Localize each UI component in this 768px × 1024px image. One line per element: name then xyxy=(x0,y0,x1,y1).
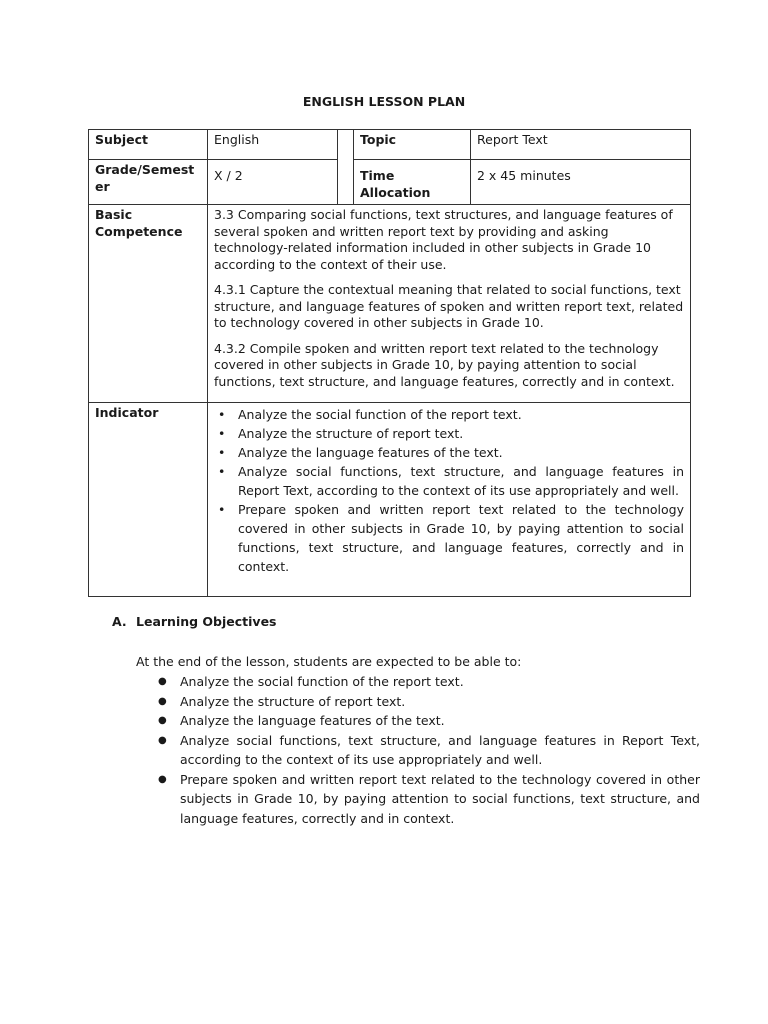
list-item: ● Analyze the language features of the text. xyxy=(180,711,700,731)
time-label: Time Allocation xyxy=(354,160,471,205)
section-heading xyxy=(112,614,277,629)
indicator-list xyxy=(214,405,684,576)
list-item: • Analyze the social function of the report text. xyxy=(238,405,684,424)
list-item: ● Prepare spoken and written report text related to the technology covered in other subjects in Grade 10, by paying attention to social functions, text structure, and language features, correctly and in context. xyxy=(180,770,700,829)
list-item: • Analyze the language features of the text. xyxy=(238,443,684,462)
indicator-cell xyxy=(208,403,691,597)
topic-label: Topic xyxy=(354,130,471,160)
table-row xyxy=(89,160,691,205)
list-item: ● Analyze the structure of report text. xyxy=(180,692,700,712)
table-row xyxy=(89,403,691,597)
list-item: ● Analyze social functions, text structure, and language features in Report Text, according to the context of its use appropriately and well. xyxy=(180,731,700,770)
grade-value: X / 2 xyxy=(208,160,338,205)
list-item: • Prepare spoken and written report text related to the technology covered in other subjects in Grade 10, by paying attention to social functions, text structure, and language features, correctly and in context. xyxy=(238,500,684,576)
competence-label: Basic Competence xyxy=(89,205,208,403)
list-item: ● Analyze the social function of the report text. xyxy=(180,672,700,692)
indicator-label: Indicator xyxy=(89,403,208,597)
list-item: • Analyze social functions, text structure, and language features in Report Text, according to the context of its use appropriately and well. xyxy=(238,462,684,500)
objectives-list xyxy=(158,672,700,828)
competence-4-3-1: 4.3.1 Capture the contextual meaning that related to social functions, text structure, and language features of spoken and written report text, related to technology covered in other subjects in Grade 10. xyxy=(214,282,684,330)
grade-label: Grade/Semester xyxy=(89,160,208,205)
subject-value: English xyxy=(208,130,338,160)
objectives-intro: At the end of the lesson, students are expected to be able to: xyxy=(136,654,522,669)
table-row xyxy=(89,205,691,403)
competence-4-3-2: 4.3.2 Compile spoken and written report text related to the technology covered in other subjects in Grade 10, by paying attention to social functions, text structure, and language features, correctly and in context. xyxy=(214,340,675,389)
topic-value: Report Text xyxy=(471,130,691,160)
competence-3-3: 3.3 Comparing social functions, text structures, and language features of several spoken and written report text by providing and asking technology-related information included in other subjects in Grade 10 according to the context of their use. xyxy=(214,207,673,272)
spacer-cell xyxy=(338,130,354,205)
subject-label: Subject xyxy=(89,130,208,160)
table-row xyxy=(89,130,691,160)
list-item: • Analyze the structure of report text. xyxy=(238,424,684,443)
page-title: ENGLISH LESSON PLAN xyxy=(302,94,466,109)
lesson-plan-table xyxy=(88,129,691,597)
time-value: 2 x 45 minutes xyxy=(471,160,691,205)
competence-cell xyxy=(208,205,691,403)
section-letter: A. xyxy=(112,614,127,629)
section-title: Learning Objectives xyxy=(136,614,277,629)
